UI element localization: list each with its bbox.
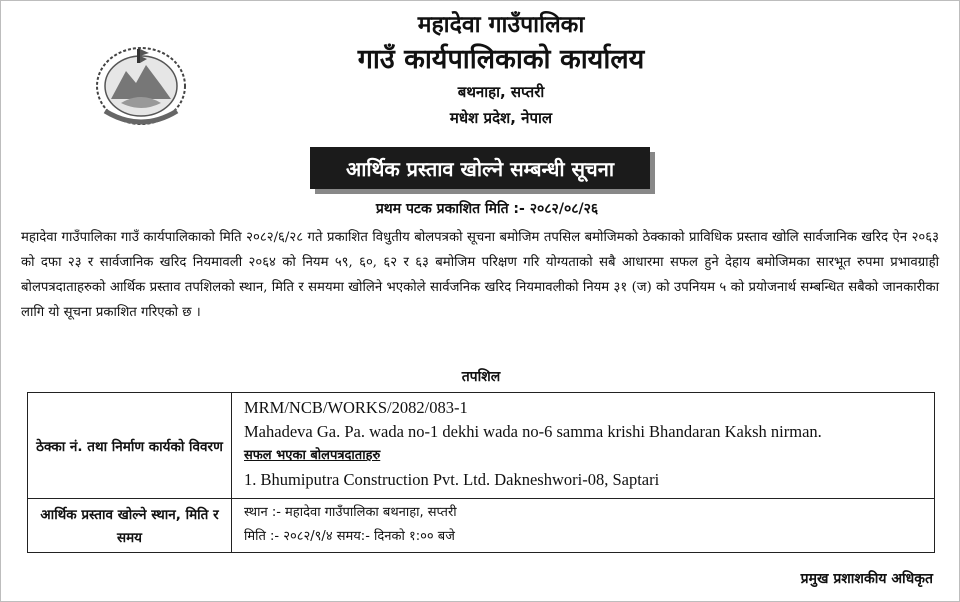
bidder-item: 1. Bhumiputra Construction Pvt. Ltd. Dakneshwori-08, Saptari bbox=[244, 470, 660, 489]
table-row bbox=[28, 499, 935, 553]
contract-head: ठेक्का नं. तथा निर्माण कार्यको विवरण bbox=[28, 393, 232, 499]
work-description: Mahadeva Ga. Pa. wada no-1 dekhi wada no-6 samma krishi Bhandaran Kaksh nirman. bbox=[244, 422, 822, 441]
contract-number: MRM/NCB/WORKS/2082/083-1 bbox=[244, 398, 468, 417]
table-row bbox=[28, 393, 935, 499]
details-table bbox=[27, 392, 935, 553]
office-header bbox=[1, 9, 960, 131]
province-name: मधेश प्रदेश, नेपाल bbox=[449, 109, 553, 127]
office-name: गाउँ कार्यपालिकाको कार्यालय bbox=[357, 44, 645, 75]
notice-body: महादेवा गाउँपालिका गाउँ कार्यपालिकाको मिति २०८२/६/२८ गते प्रकाशित विधुतीय बोलपत्रको सूचना बमोजिम तपसिल बमोजिमको ठेक्काको प्राविधिक प्रस्ताव खोलि सार्वजानिक खरिद ऐन २०६३ को दफा २३ र सार्वजानिक खरिद नियमावली २०६४ को नियम ५९, ६०, ६२ र ६३ बमोजिम परिक्षण गरि योग्यताको सबै आधारमा सफल हुने देहाय बमोजिमका सारभूत रुपमा प्रभावग्राही बोलपत्रदाताहरुको आर्थिक प्रस्ताव तपशिलको स्थान, मिति र समयमा खोलिने भएकोले सार्वजनिक खरिद नियमावलीको नियम ३१ (ज) को उपनियम ५ को प्रयोजनार्थ सम्बन्धित सबैको जानकारीका लागि यो सूचना प्रकाशित गरिएको छ । bbox=[21, 230, 939, 320]
signatory-title: प्रमुख प्रशाशकीय अधिकृत bbox=[800, 571, 933, 587]
opening-place: स्थान :- महादेवा गाउँपालिका बथनाहा, सप्तरी bbox=[244, 505, 457, 520]
contract-details bbox=[232, 393, 935, 499]
notice-title: आर्थिक प्रस्ताव खोल्ने सम्बन्धी सूचना bbox=[310, 147, 650, 189]
opening-details bbox=[232, 499, 935, 553]
opening-head: आर्थिक प्रस्ताव खोल्ने स्थान, मिति र समय bbox=[28, 499, 232, 553]
successful-bidders-heading: सफल भएका बोलपत्रदाताहरु bbox=[244, 448, 381, 463]
office-location: बथनाहा, सप्तरी bbox=[457, 83, 545, 101]
publication-date: प्रथम पटक प्रकाशित मिति :- २०८२/०८/२६ bbox=[375, 201, 599, 217]
opening-datetime: मिति :- २०८२/९/४ समय:- दिनको १:०० बजे bbox=[244, 529, 455, 544]
details-heading: तपशिल bbox=[461, 369, 501, 385]
municipality-name: महादेवा गाउँपालिका bbox=[417, 12, 585, 38]
